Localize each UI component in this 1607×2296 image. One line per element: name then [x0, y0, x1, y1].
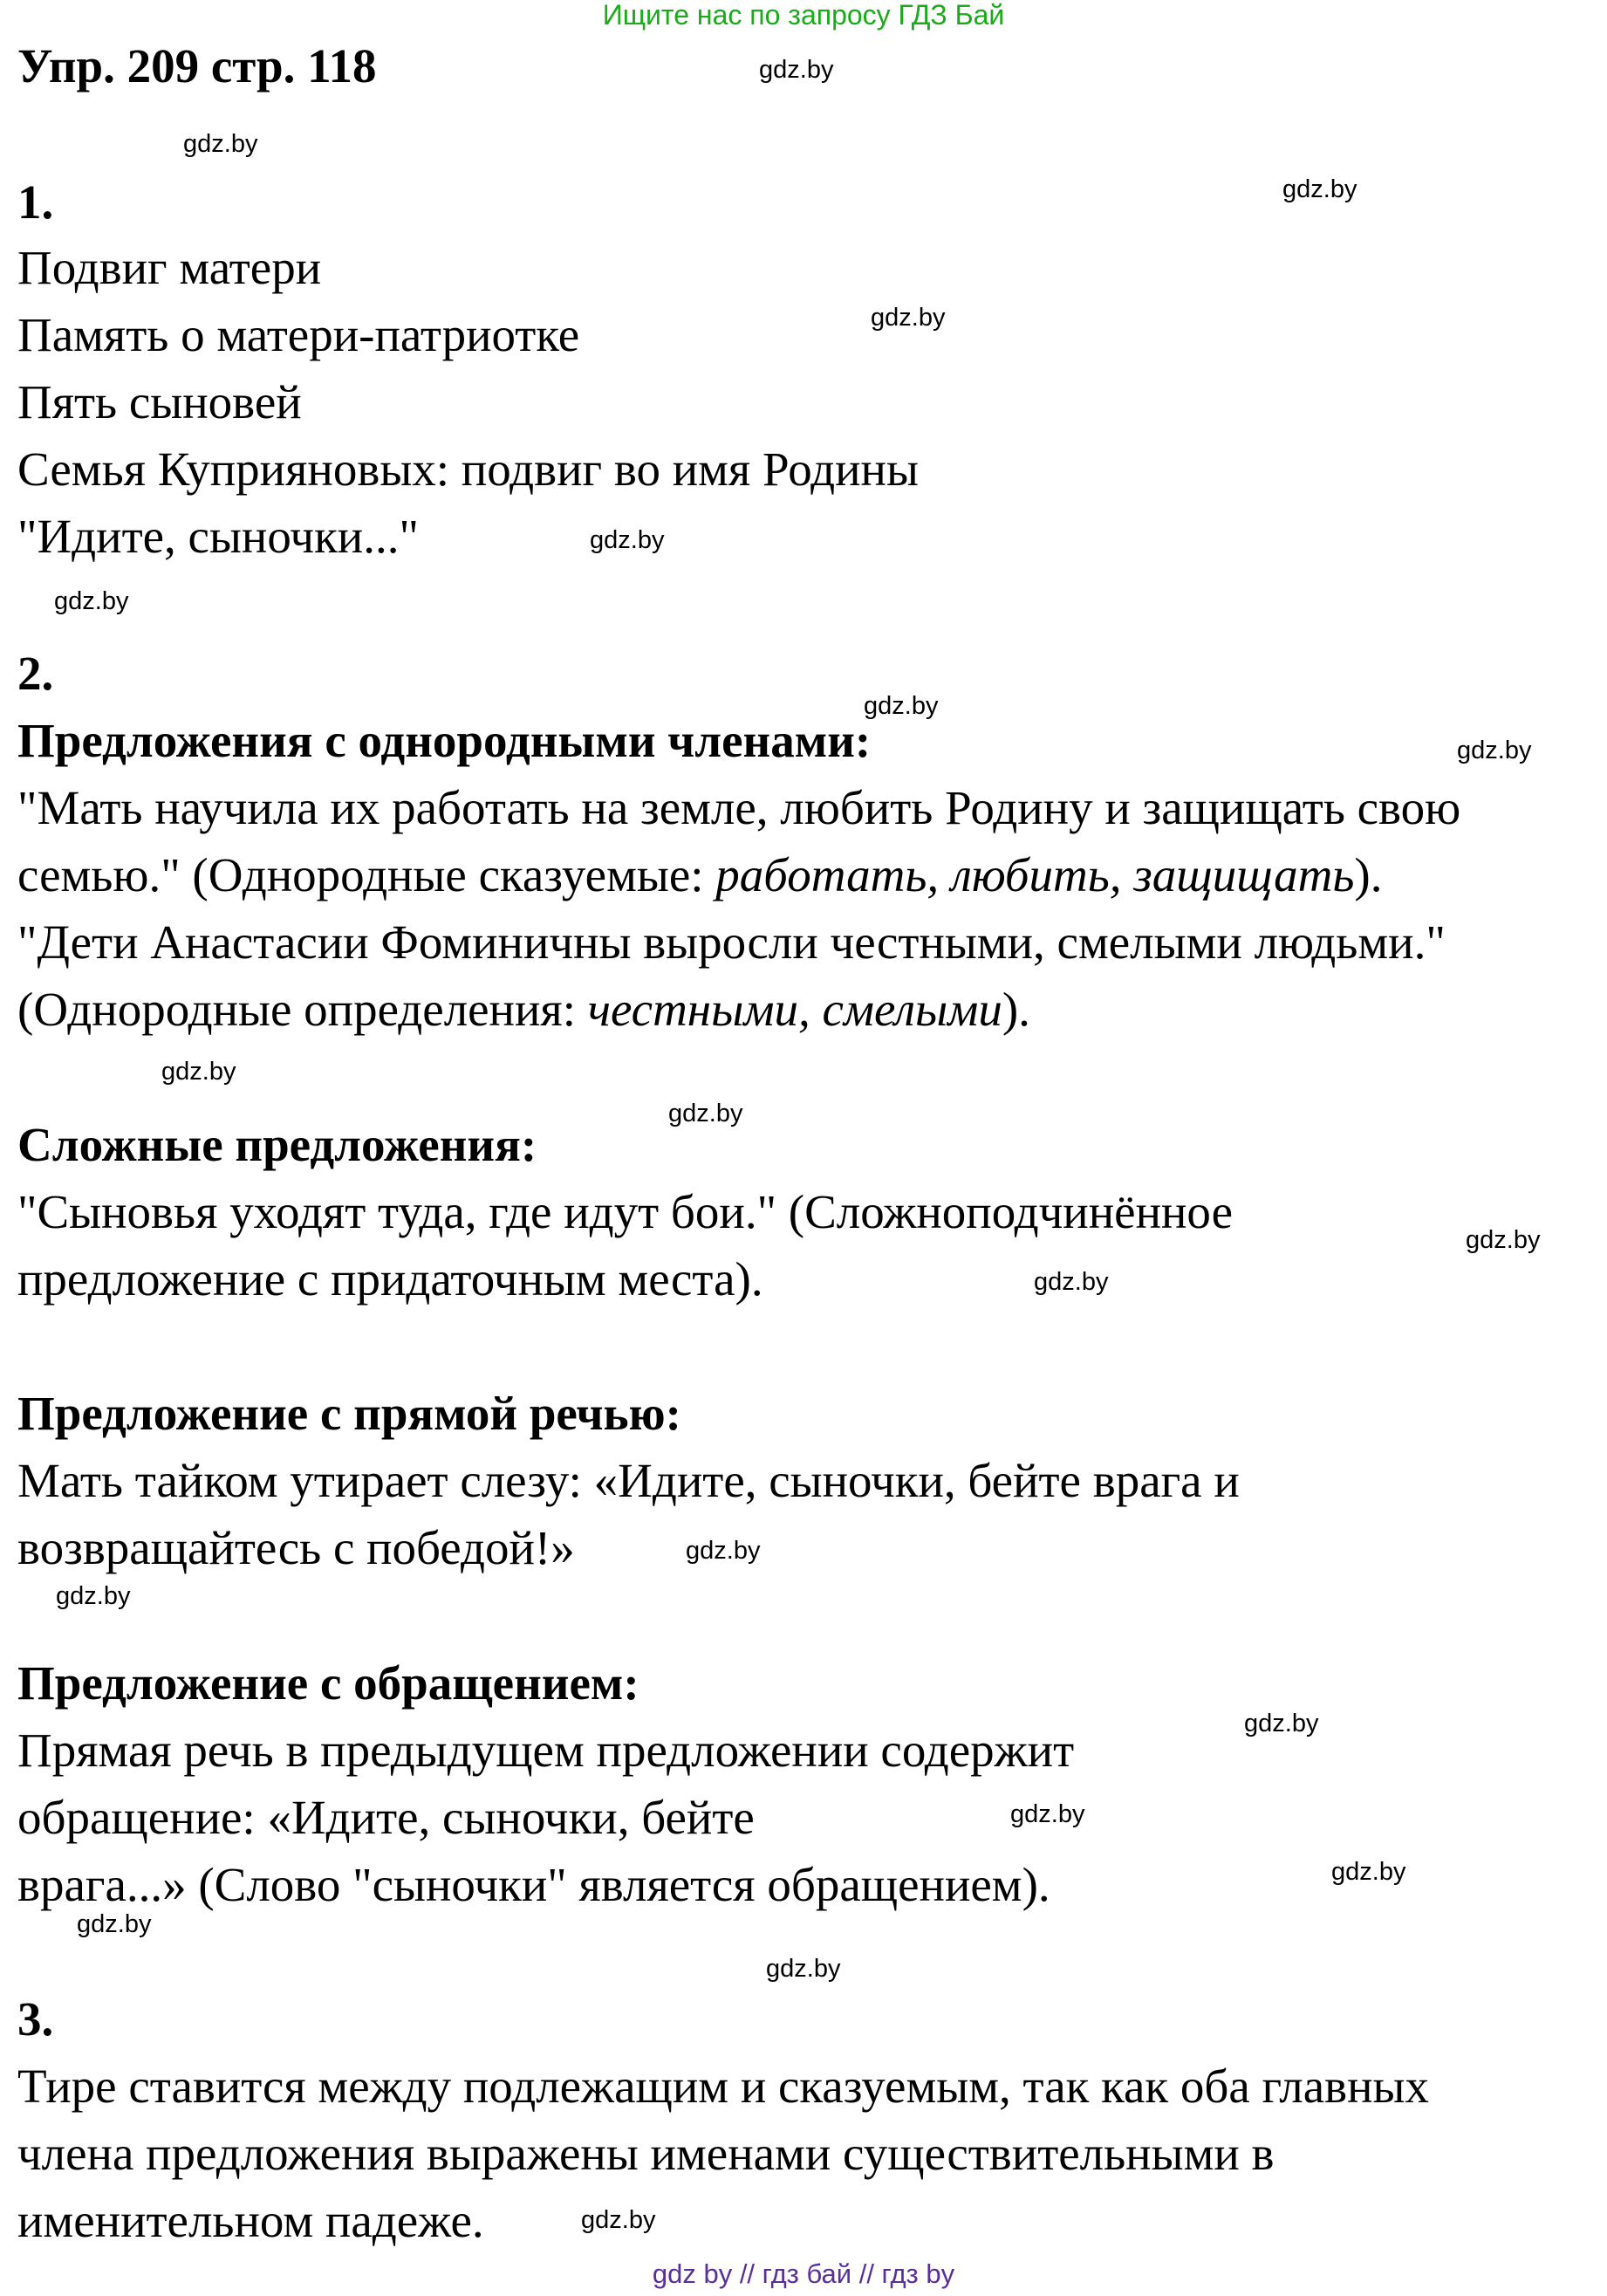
- watermark: gdz.by: [871, 304, 946, 332]
- watermark: gdz.by: [1034, 1268, 1109, 1296]
- watermark: gdz.by: [1010, 1800, 1085, 1828]
- task1-item: Пять сыновей: [17, 375, 302, 428]
- homogeneous-line: "Мать научила их работать на земле, любить Родину и защищать свою: [17, 781, 1461, 834]
- watermark: gdz.by: [590, 526, 665, 554]
- task2-number: 2.: [17, 647, 54, 700]
- direct-speech-line: возвращайтесь с победой!»: [17, 1521, 575, 1574]
- direct-speech-line: Мать тайком утирает слезу: «Идите, сыночки, бейте врага и: [17, 1454, 1240, 1507]
- address-line: Прямая речь в предыдущем предложении содержит: [17, 1724, 1075, 1777]
- watermark: gdz.by: [1244, 1710, 1319, 1737]
- watermark: gdz.by: [668, 1100, 743, 1127]
- task3-line: члена предложения выражены именами существительными в: [17, 2127, 1275, 2180]
- watermark: gdz.by: [581, 2206, 656, 2234]
- homogeneous-heading: Предложения с однородными членами:: [17, 714, 872, 767]
- task1-item: "Идите, сыночки...": [17, 510, 419, 563]
- address-line: обращение: «Идите, сыночки, бейте: [17, 1791, 755, 1844]
- task1-number: 1.: [17, 175, 54, 229]
- task3-number: 3.: [17, 1992, 54, 2046]
- complex-line: "Сыновья уходят туда, где идут бои." (Сложноподчинённое: [17, 1185, 1234, 1238]
- watermark: gdz.by: [759, 56, 834, 84]
- watermark: gdz.by: [1331, 1858, 1406, 1886]
- task1-item: Память о матери-патриотке: [17, 308, 580, 361]
- homogeneous-line: [17, 847, 1383, 903]
- watermark: gdz.by: [56, 1582, 131, 1610]
- task1-item: Подвиг матери: [17, 241, 322, 294]
- watermark: gdz.by: [864, 692, 939, 720]
- search-banner: Ищите нас по запросу ГДЗ Бай: [602, 0, 1005, 31]
- page-title: Упр. 209 стр. 118: [17, 39, 377, 93]
- watermark: gdz.by: [183, 130, 258, 158]
- task3-line: Тире ставится между подлежащим и сказуемым, так как оба главных: [17, 2060, 1430, 2113]
- direct-speech-heading: Предложение с прямой речью:: [17, 1387, 681, 1440]
- complex-line: предложение с придаточным места).: [17, 1252, 763, 1306]
- watermark: gdz.by: [686, 1537, 761, 1565]
- task3-line: именительном падеже.: [17, 2194, 484, 2247]
- complex-heading: Сложные предложения:: [17, 1118, 537, 1171]
- text-part: ).: [1002, 983, 1030, 1036]
- homogeneous-line: "Дети Анастасии Фоминичны выросли честными, смелыми людьми.": [17, 915, 1446, 969]
- watermark: gdz.by: [766, 1955, 841, 1983]
- address-heading: Предложение с обращением:: [17, 1656, 639, 1710]
- watermark: gdz.by: [161, 1058, 236, 1086]
- watermark: gdz.by: [1457, 737, 1532, 764]
- watermark: gdz.by: [1282, 175, 1357, 203]
- address-line: врага...» (Слово "сыночки" является обращением).: [17, 1858, 1050, 1911]
- watermark: gdz.by: [77, 1910, 152, 1938]
- task1-item: Семья Куприяновых: подвиг во имя Родины: [17, 442, 919, 496]
- homogeneous-line: [17, 982, 1030, 1038]
- text-part: семью." (Однородные сказуемые:: [17, 848, 716, 901]
- text-part: (Однородные определения:: [17, 983, 588, 1036]
- italic-attributes: честными, смелыми: [587, 983, 1002, 1036]
- text-part: ).: [1354, 848, 1383, 901]
- footer-links: gdz by // гдз бай // гдз by: [652, 2258, 955, 2289]
- watermark: gdz.by: [54, 587, 129, 615]
- italic-predicates: работать, любить, защищать: [715, 848, 1355, 901]
- watermark: gdz.by: [1466, 1226, 1541, 1254]
